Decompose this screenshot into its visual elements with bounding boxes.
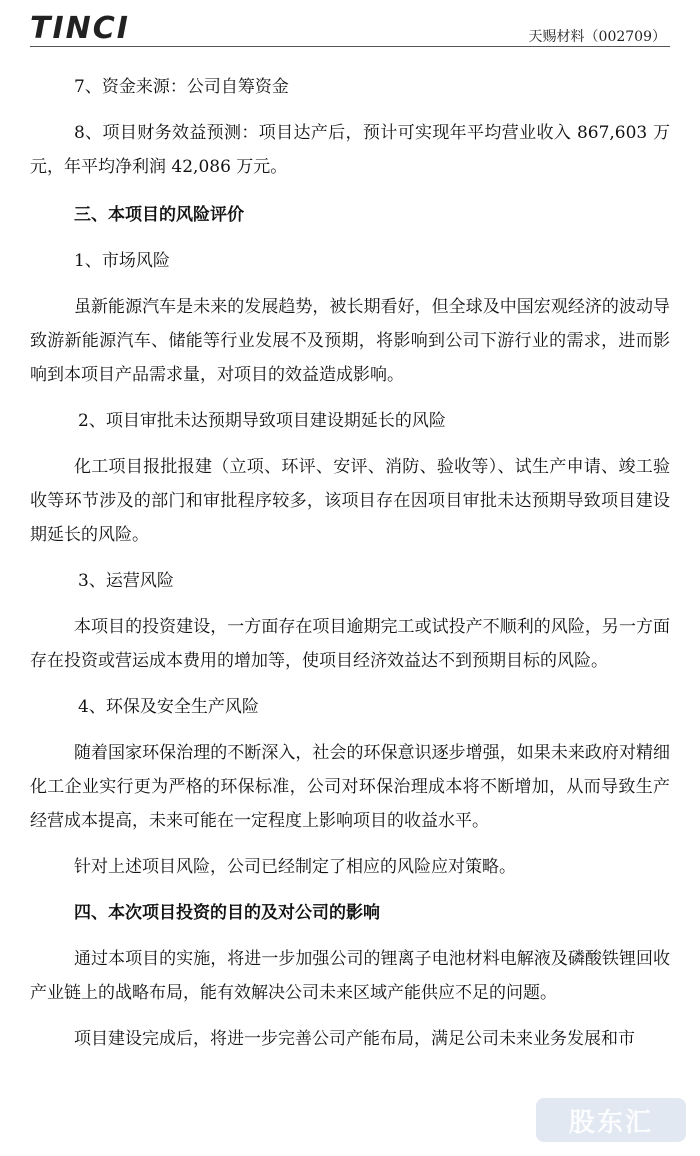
paragraph-operation-risk: 本项目的投资建设，一方面存在项目逾期完工或试投产不顺利的风险，另一方面存在投资或营运成本费用的增加等，使项目经济效益达不到预期目标的风险。: [30, 617, 670, 671]
paragraph-environment-risk: 随着国家环保治理的不断深入，社会的环保意识逐步增强，如果未来政府对精细化工企业实行更为严格的环保标准，公司对环保治理成本将不断增加，从而导致生产经营成本提高，未来可能在一定程度上影响项目的收益水平。: [30, 743, 670, 831]
section-heading-purpose: 四、本次项目投资的目的及对公司的影响: [74, 903, 380, 923]
paragraph-funding-source: 7、资金来源：公司自筹资金: [74, 77, 289, 97]
section-heading-risk: 三、本项目的风险评价: [74, 205, 244, 225]
paragraph-purpose: 通过本项目的实施，将进一步加强公司的锂离子电池材料电解液及磷酸铁锂回收产业链上的战略布局，能有效解决公司未来区域产能供应不足的问题。: [30, 949, 670, 1003]
watermark-logo: 股东汇: [536, 1098, 686, 1142]
document-body: [30, 70, 670, 1056]
header-divider: [30, 46, 670, 47]
paragraph-impact: 项目建设完成后，将进一步完善公司产能布局，满足公司未来业务发展和市: [74, 1029, 635, 1049]
subheading-market-risk: 1、市场风险: [74, 251, 170, 271]
paragraph-financial-forecast: 8、项目财务效益预测：项目达产后，预计可实现年平均营业收入 867,603 万元，年平均净利润 42,086 万元。: [30, 123, 670, 177]
paragraph-risk-response: 针对上述项目风险，公司已经制定了相应的风险应对策略。: [74, 857, 516, 877]
paragraph-approval-risk: 化工项目报批报建（立项、环评、安评、消防、验收等）、试生产申请、竣工验收等环节涉及的部门和审批程序较多，该项目存在因项目审批未达预期导致项目建设期延长的风险。: [30, 457, 670, 545]
subheading-approval-risk: 2、项目审批未达预期导致项目建设期延长的风险: [78, 411, 446, 431]
subheading-operation-risk: 3、运营风险: [78, 571, 174, 591]
subheading-environment-risk: 4、环保及安全生产风险: [78, 697, 259, 717]
page-header: [0, 0, 700, 48]
company-name-code: 天赐材料（002709）: [528, 29, 666, 45]
company-logo: TINCI: [30, 11, 130, 46]
paragraph-market-risk: 虽新能源汽车是未来的发展趋势，被长期看好，但全球及中国宏观经济的波动导致游新能源汽车、储能等行业发展不及预期，将影响到公司下游行业的需求，进而影响到本项目产品需求量，对项目的效益造成影响。: [30, 297, 670, 385]
